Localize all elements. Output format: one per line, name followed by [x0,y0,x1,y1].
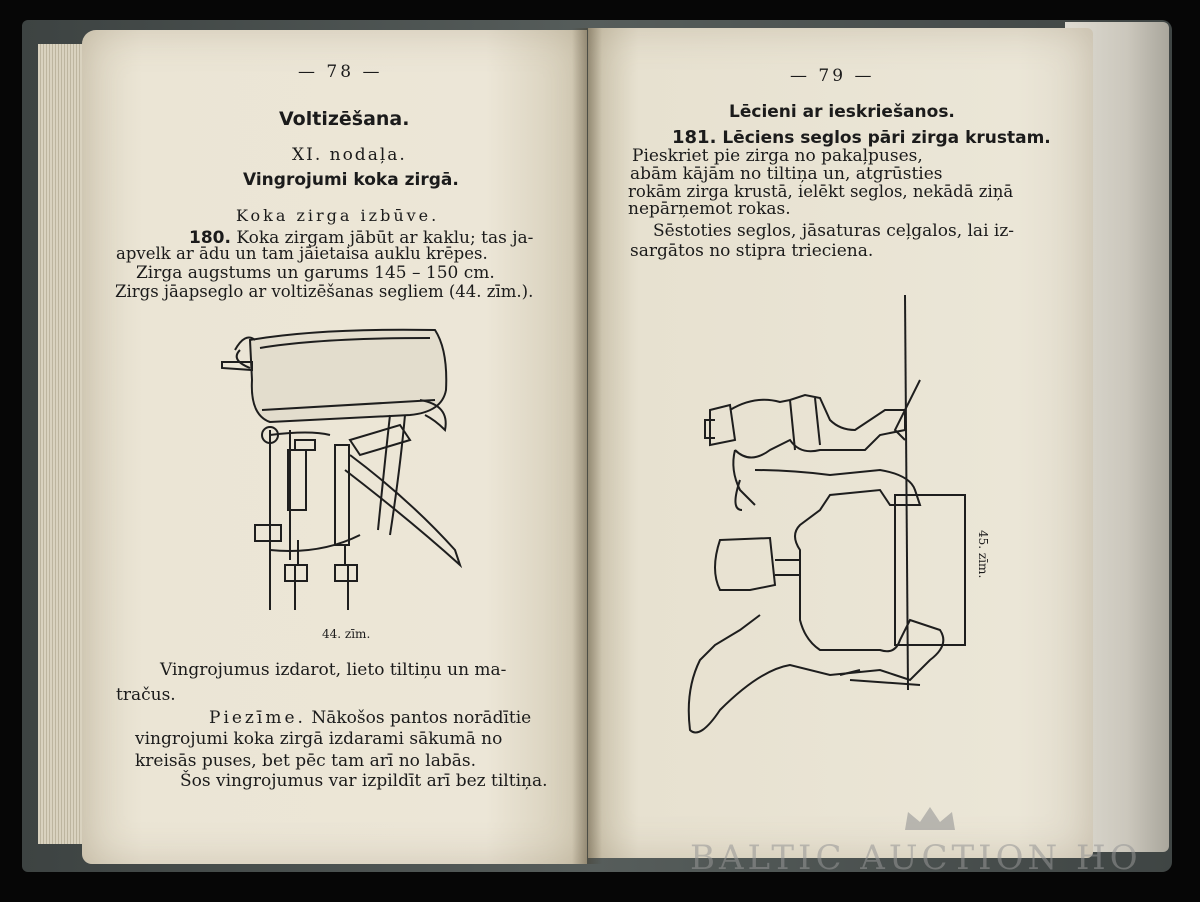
figure-44-caption: 44. zīm. [322,627,371,641]
right-page-title: Lēcieni ar ieskriešanos. [729,102,955,122]
note-line2: vingrojumi koka zirgā izdarami sākumā no [135,729,503,749]
note-line4: Šos vingrojumus var izpildīt arī bez tiltiņa. [180,771,548,791]
left-page-subtitle: Vingrojumi koka zirgā. [243,170,459,190]
para-180-number: 180. [189,228,231,248]
crown-icon [900,804,960,834]
figure-45-caption: 45. zīm. [976,530,990,579]
para-181-line1: Pieskriet pie zirga no pakaļpuses, [632,146,923,166]
watermark-text: BALTIC AUCTION HO [690,838,1142,878]
para-181-line3: rokām zirga krustā, ielēkt seglos, nekādā ziņā [628,182,1014,201]
para-a-line2: tračus. [116,685,176,705]
note-label: Piezīme. [209,708,306,728]
para-b-line1: Sēstoties seglos, jāsaturas ceļgalos, lai iz- [653,221,1015,241]
para-181-number: 181. [672,127,717,148]
saddle-illustration [210,320,470,620]
para-a-line1: Vingrojumus izdarot, lieto tiltiņu un ma- [160,660,507,680]
para-180-line2: apvelk ar ādu un tam jāietaisa auklu krēpes. [116,244,488,263]
vaulting-illustration [680,290,1010,750]
para-181-line2: abām kājām no tiltiņa un, atgrūsties [630,164,943,184]
note-line3: kreisās puses, bet pēc tam arī no labās. [135,751,477,771]
para-180-line3: Zirga augstums un garums 145 – 150 cm. [136,263,495,283]
note-line1: Piezīme. Nākošos pantos norādītie [209,708,532,728]
left-page-title: Voltizēšana. [279,108,410,130]
para-180-line4: Zirgs jāapseglo ar voltizēšanas segliem (44. zīm.). [115,282,534,301]
para-181-line4: nepārņemot rokas. [628,199,791,219]
left-page-number: — 78 — [298,62,383,82]
construction-heading: Koka zirga izbūve. [236,206,440,225]
right-page-number: — 79 — [790,66,875,86]
para-180-line1: 180. Koka zirgam jābūt ar kaklu; tas ja- [189,228,534,248]
para-b-line2: sargātos no stipra trieciena. [630,241,874,261]
section-heading: XI. nodaļa. [292,145,407,165]
para-181-heading-line: 181. Lēciens seglos pāri zirga krustam. [672,127,1051,148]
book-gutter [572,28,602,864]
